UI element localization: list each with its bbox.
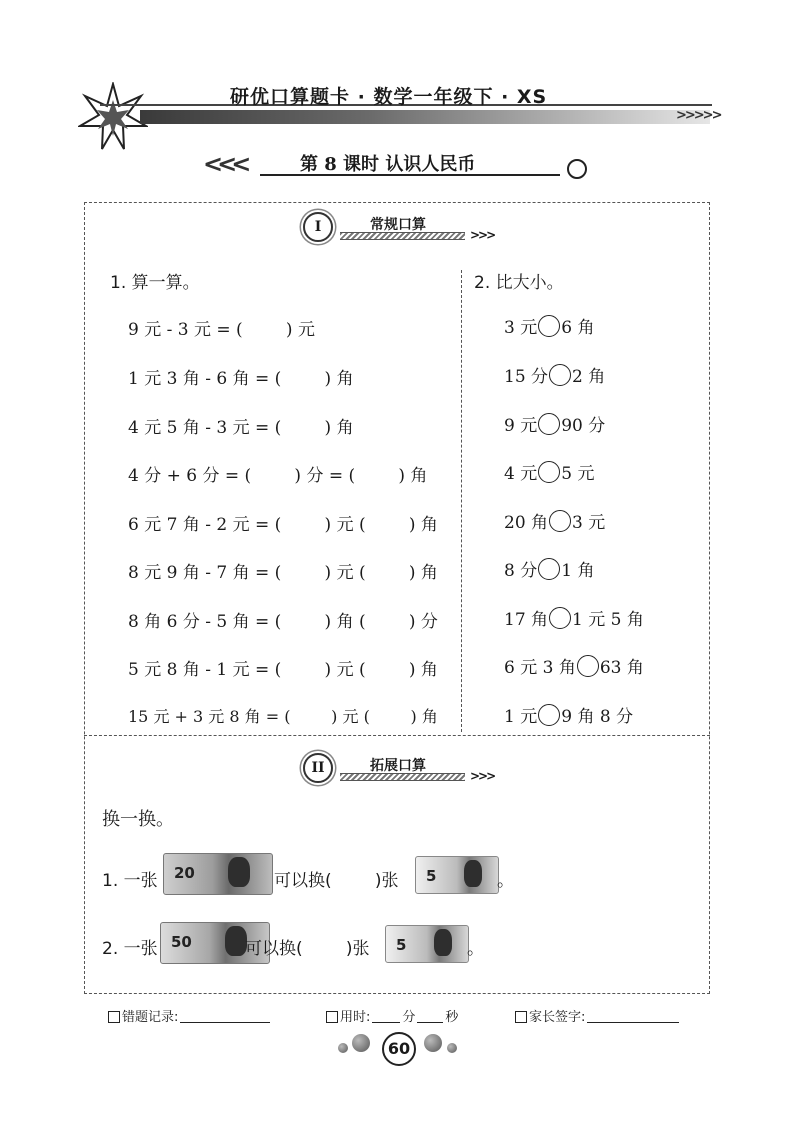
section-divider [84, 735, 710, 736]
compare-right: 2 角 [572, 367, 606, 387]
page-number: 60 [382, 1032, 416, 1066]
banknote-5-image [415, 856, 499, 894]
compare-right: 9 角 8 分 [561, 707, 634, 727]
minutes-blank[interactable] [372, 1021, 400, 1023]
q1-line: 1 元 3 角 - 6 角 = ( ) 角 [128, 369, 354, 389]
banknote-value: 50 [171, 933, 192, 951]
header-title: 研优口算题卡 · 数学一年级下 · XS [230, 86, 548, 108]
q1-line: 15 元 + 3 元 8 角 = ( ) 元 ( ) 角 [128, 707, 438, 726]
compare-right: 63 角 [599, 658, 644, 678]
compare-circle[interactable] [549, 510, 571, 532]
seconds-blank[interactable] [417, 1021, 443, 1023]
exchange-middle: 可以换( )张 [245, 939, 370, 959]
compare-item [504, 653, 644, 678]
q1-line: 5 元 8 角 - 1 元 = ( ) 元 ( ) 角 [128, 660, 438, 680]
compare-item [504, 605, 644, 630]
q1-line: 4 元 5 角 - 3 元 = ( ) 角 [128, 418, 354, 438]
compare-circle[interactable] [538, 704, 560, 726]
compare-left: 15 分 [504, 367, 549, 387]
exchange-prefix: 1. 一张 [102, 871, 158, 891]
compare-item [504, 411, 605, 436]
error-record-label: 错题记录: [122, 1010, 179, 1025]
portrait-icon [434, 929, 452, 956]
exchange-prefix: 2. 一张 [102, 939, 158, 959]
compare-item [504, 556, 594, 581]
q1-heading: 1. 算一算。 [110, 273, 200, 293]
compare-item [504, 508, 605, 533]
time-record [326, 1006, 458, 1025]
compare-right: 1 元 5 角 [572, 610, 644, 630]
compare-left: 4 元 [504, 464, 538, 484]
compare-item [504, 313, 594, 338]
column-divider [461, 270, 462, 732]
compare-left: 20 角 [504, 513, 549, 533]
exchange-suffix: 。 [497, 871, 514, 891]
portrait-icon [464, 860, 482, 887]
compare-right: 1 角 [561, 561, 595, 581]
banknote-value: 5 [426, 867, 437, 885]
error-record [108, 1006, 272, 1025]
decor-dot [338, 1043, 348, 1053]
compare-circle[interactable] [538, 315, 560, 337]
lesson-title: 第 8 课时 认识人民币 [300, 154, 476, 175]
compare-left: 6 元 3 角 [504, 658, 576, 678]
section1-title: 常规口算 [370, 217, 426, 233]
section1-arrow: >>> [470, 228, 495, 242]
parent-signature [515, 1006, 681, 1025]
banknote-value: 5 [396, 936, 407, 954]
checkbox[interactable] [108, 1011, 120, 1023]
minutes-label: 分 [402, 1010, 416, 1025]
compare-left: 17 角 [504, 610, 549, 630]
compare-right: 5 元 [561, 464, 595, 484]
compare-left: 1 元 [504, 707, 538, 727]
banknote-20-image [163, 853, 273, 895]
header-bar [140, 110, 710, 124]
banknote-value: 20 [174, 864, 195, 882]
q1-line: 8 元 9 角 - 7 角 = ( ) 元 ( ) 角 [128, 563, 438, 583]
compare-item [504, 459, 594, 484]
section1-badge: I [303, 212, 333, 242]
portrait-icon [228, 857, 250, 887]
section2-title: 拓展口算 [370, 758, 426, 774]
decor-dot [424, 1034, 442, 1052]
compare-circle[interactable] [538, 413, 560, 435]
q1-line: 6 元 7 角 - 2 元 = ( ) 元 ( ) 角 [128, 515, 438, 535]
q1-line: 9 元 - 3 元 = ( ) 元 [128, 320, 315, 340]
decor-dot [447, 1043, 457, 1053]
portrait-icon [225, 926, 247, 956]
lesson-chevrons: <<< [203, 150, 246, 178]
compare-circle[interactable] [538, 461, 560, 483]
exchange-suffix: 。 [467, 939, 484, 959]
seconds-label: 秒 [445, 1010, 459, 1025]
banknote-5-image [385, 925, 469, 963]
compare-right: 90 分 [561, 416, 606, 436]
section2-arrow: >>> [470, 769, 495, 783]
exchange-heading: 换一换。 [102, 809, 174, 830]
parent-signature-blank[interactable] [587, 1021, 679, 1023]
header-chevrons: >>>>> [676, 108, 721, 123]
compare-item [504, 702, 633, 727]
section2-badge: II [303, 753, 333, 783]
error-record-blank[interactable] [180, 1021, 270, 1023]
compare-item [504, 362, 605, 387]
q1-line: 4 分 + 6 分 = ( ) 分 = ( ) 角 [128, 466, 428, 486]
compare-left: 9 元 [504, 416, 538, 436]
lesson-circle-icon [567, 159, 587, 179]
compare-left: 8 分 [504, 561, 538, 581]
compare-circle[interactable] [577, 655, 599, 677]
parent-signature-label: 家长签字: [529, 1010, 586, 1025]
checkbox[interactable] [515, 1011, 527, 1023]
compare-circle[interactable] [549, 607, 571, 629]
compare-left: 3 元 [504, 318, 538, 338]
q1-line: 8 角 6 分 - 5 角 = ( ) 角 ( ) 分 [128, 612, 438, 632]
q2-heading: 2. 比大小。 [474, 273, 564, 293]
decor-dot [352, 1034, 370, 1052]
exchange-middle: 可以换( )张 [274, 871, 399, 891]
time-label: 用时: [340, 1010, 371, 1025]
checkbox[interactable] [326, 1011, 338, 1023]
compare-right: 6 角 [561, 318, 595, 338]
compare-circle[interactable] [538, 558, 560, 580]
star-logo [78, 82, 148, 152]
compare-right: 3 元 [572, 513, 606, 533]
compare-circle[interactable] [549, 364, 571, 386]
